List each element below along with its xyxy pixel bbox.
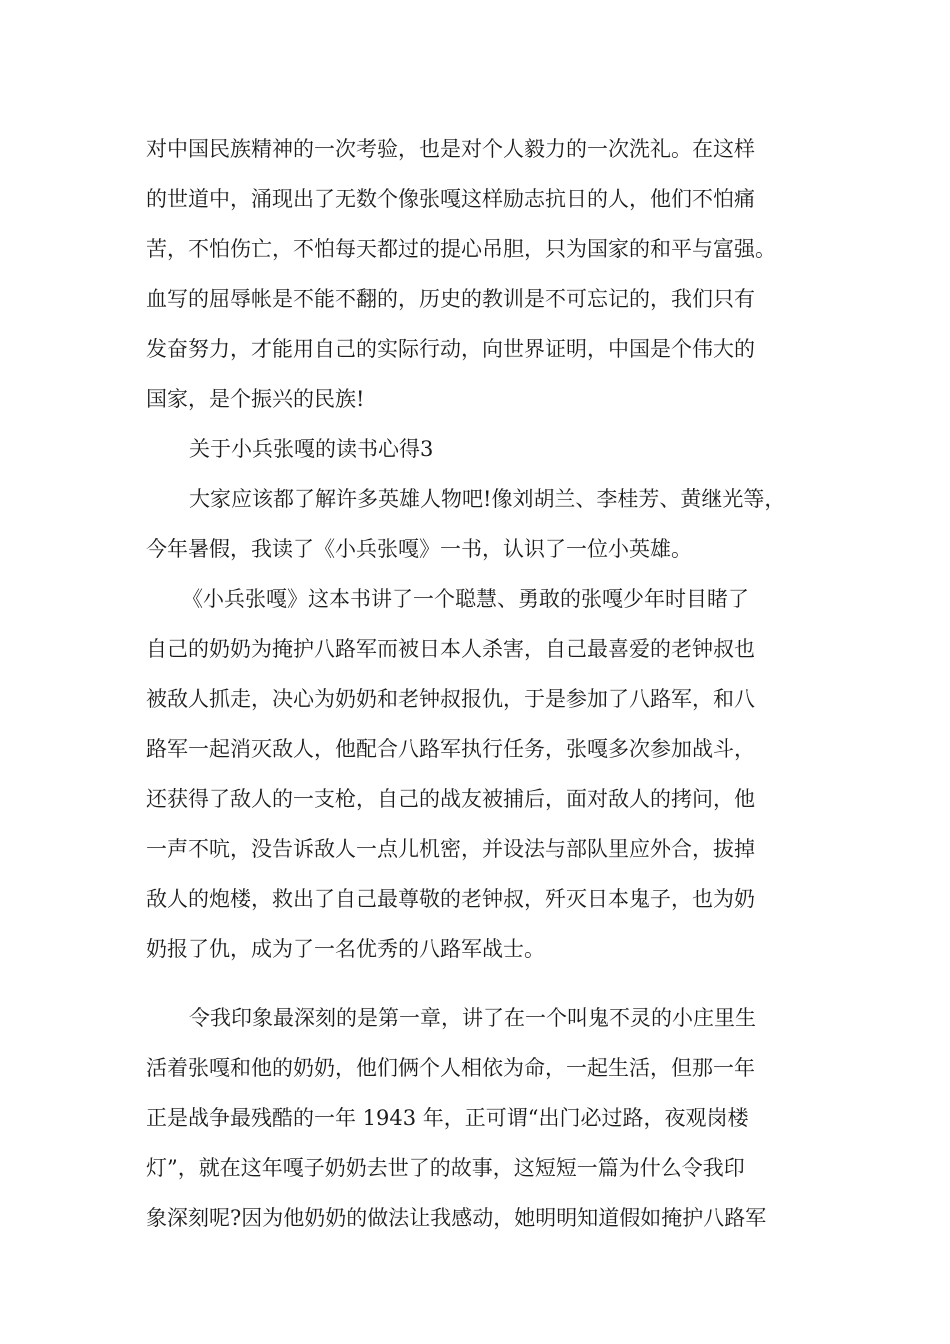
text-line: 发奋努力，才能用自己的实际行动，向世界证明，中国是个伟大的 [146,337,755,361]
text-line: 路军一起消灭敌人，他配合八路军执行任务，张嘎多次参加战斗， [146,737,755,761]
text-line: 正是战争最残酷的一年 1943 年，正可谓“出门必过路，夜观岗楼 [146,1106,749,1130]
text-line: 活着张嘎和他的奶奶，他们俩个人相依为命，一起生活，但那一年 [146,1056,755,1080]
text-line: 血写的屈辱帐是不能不翻的，历史的教训是不可忘记的，我们只有 [146,287,755,311]
text-line: 灯”，就在这年嘎子奶奶去世了的故事，这短短一篇为什么令我印 [146,1156,745,1180]
text-line: 苦，不怕伤亡，不怕每天都过的提心吊胆，只为国家的和平与富强。 [146,237,776,261]
text-line: 还获得了敌人的一支枪，自己的战友被捕后，面对敌人的拷问，他 [146,787,755,811]
text-line: 敌人的炮楼，救出了自己最尊敬的老钟叔，歼灭日本鬼子，也为奶 [146,887,755,911]
text-line: 令我印象最深刻的是第一章，讲了在一个叫鬼不灵的小庄里生 [189,1006,756,1030]
text-line: 国家，是个振兴的民族! [146,387,365,411]
text-line: 一声不吭，没告诉敌人一点儿机密，并设法与部队里应外合，拔掉 [146,837,755,861]
text-line: 大家应该都了解许多英雄人物吧!像刘胡兰、李桂芳、黄继光等， [189,487,786,511]
text-line: 象深刻呢?因为他奶奶的做法让我感动，她明明知道假如掩护八路军 [146,1206,767,1230]
text-line: 奶报了仇，成为了一名优秀的八路军战士。 [146,937,545,961]
section-heading: 关于小兵张嘎的读书心得3 [189,437,434,461]
text-line: 对中国民族精神的一次考验，也是对个人毅力的一次洗礼。在这样 [146,137,755,161]
text-line: 自己的奶奶为掩护八路军而被日本人杀害，自己最喜爱的老钟叔也 [146,637,755,661]
text-line: 《小兵张嘎》这本书讲了一个聪慧、勇敢的张嘎少年时目睹了 [182,587,749,611]
text-line: 的世道中，涌现出了无数个像张嘎这样励志抗日的人，他们不怕痛 [146,187,755,211]
text-line: 今年暑假，我读了《小兵张嘎》一书，认识了一位小英雄。 [146,537,692,561]
text-line: 被敌人抓走，决心为奶奶和老钟叔报仇，于是参加了八路军，和八 [146,687,755,711]
